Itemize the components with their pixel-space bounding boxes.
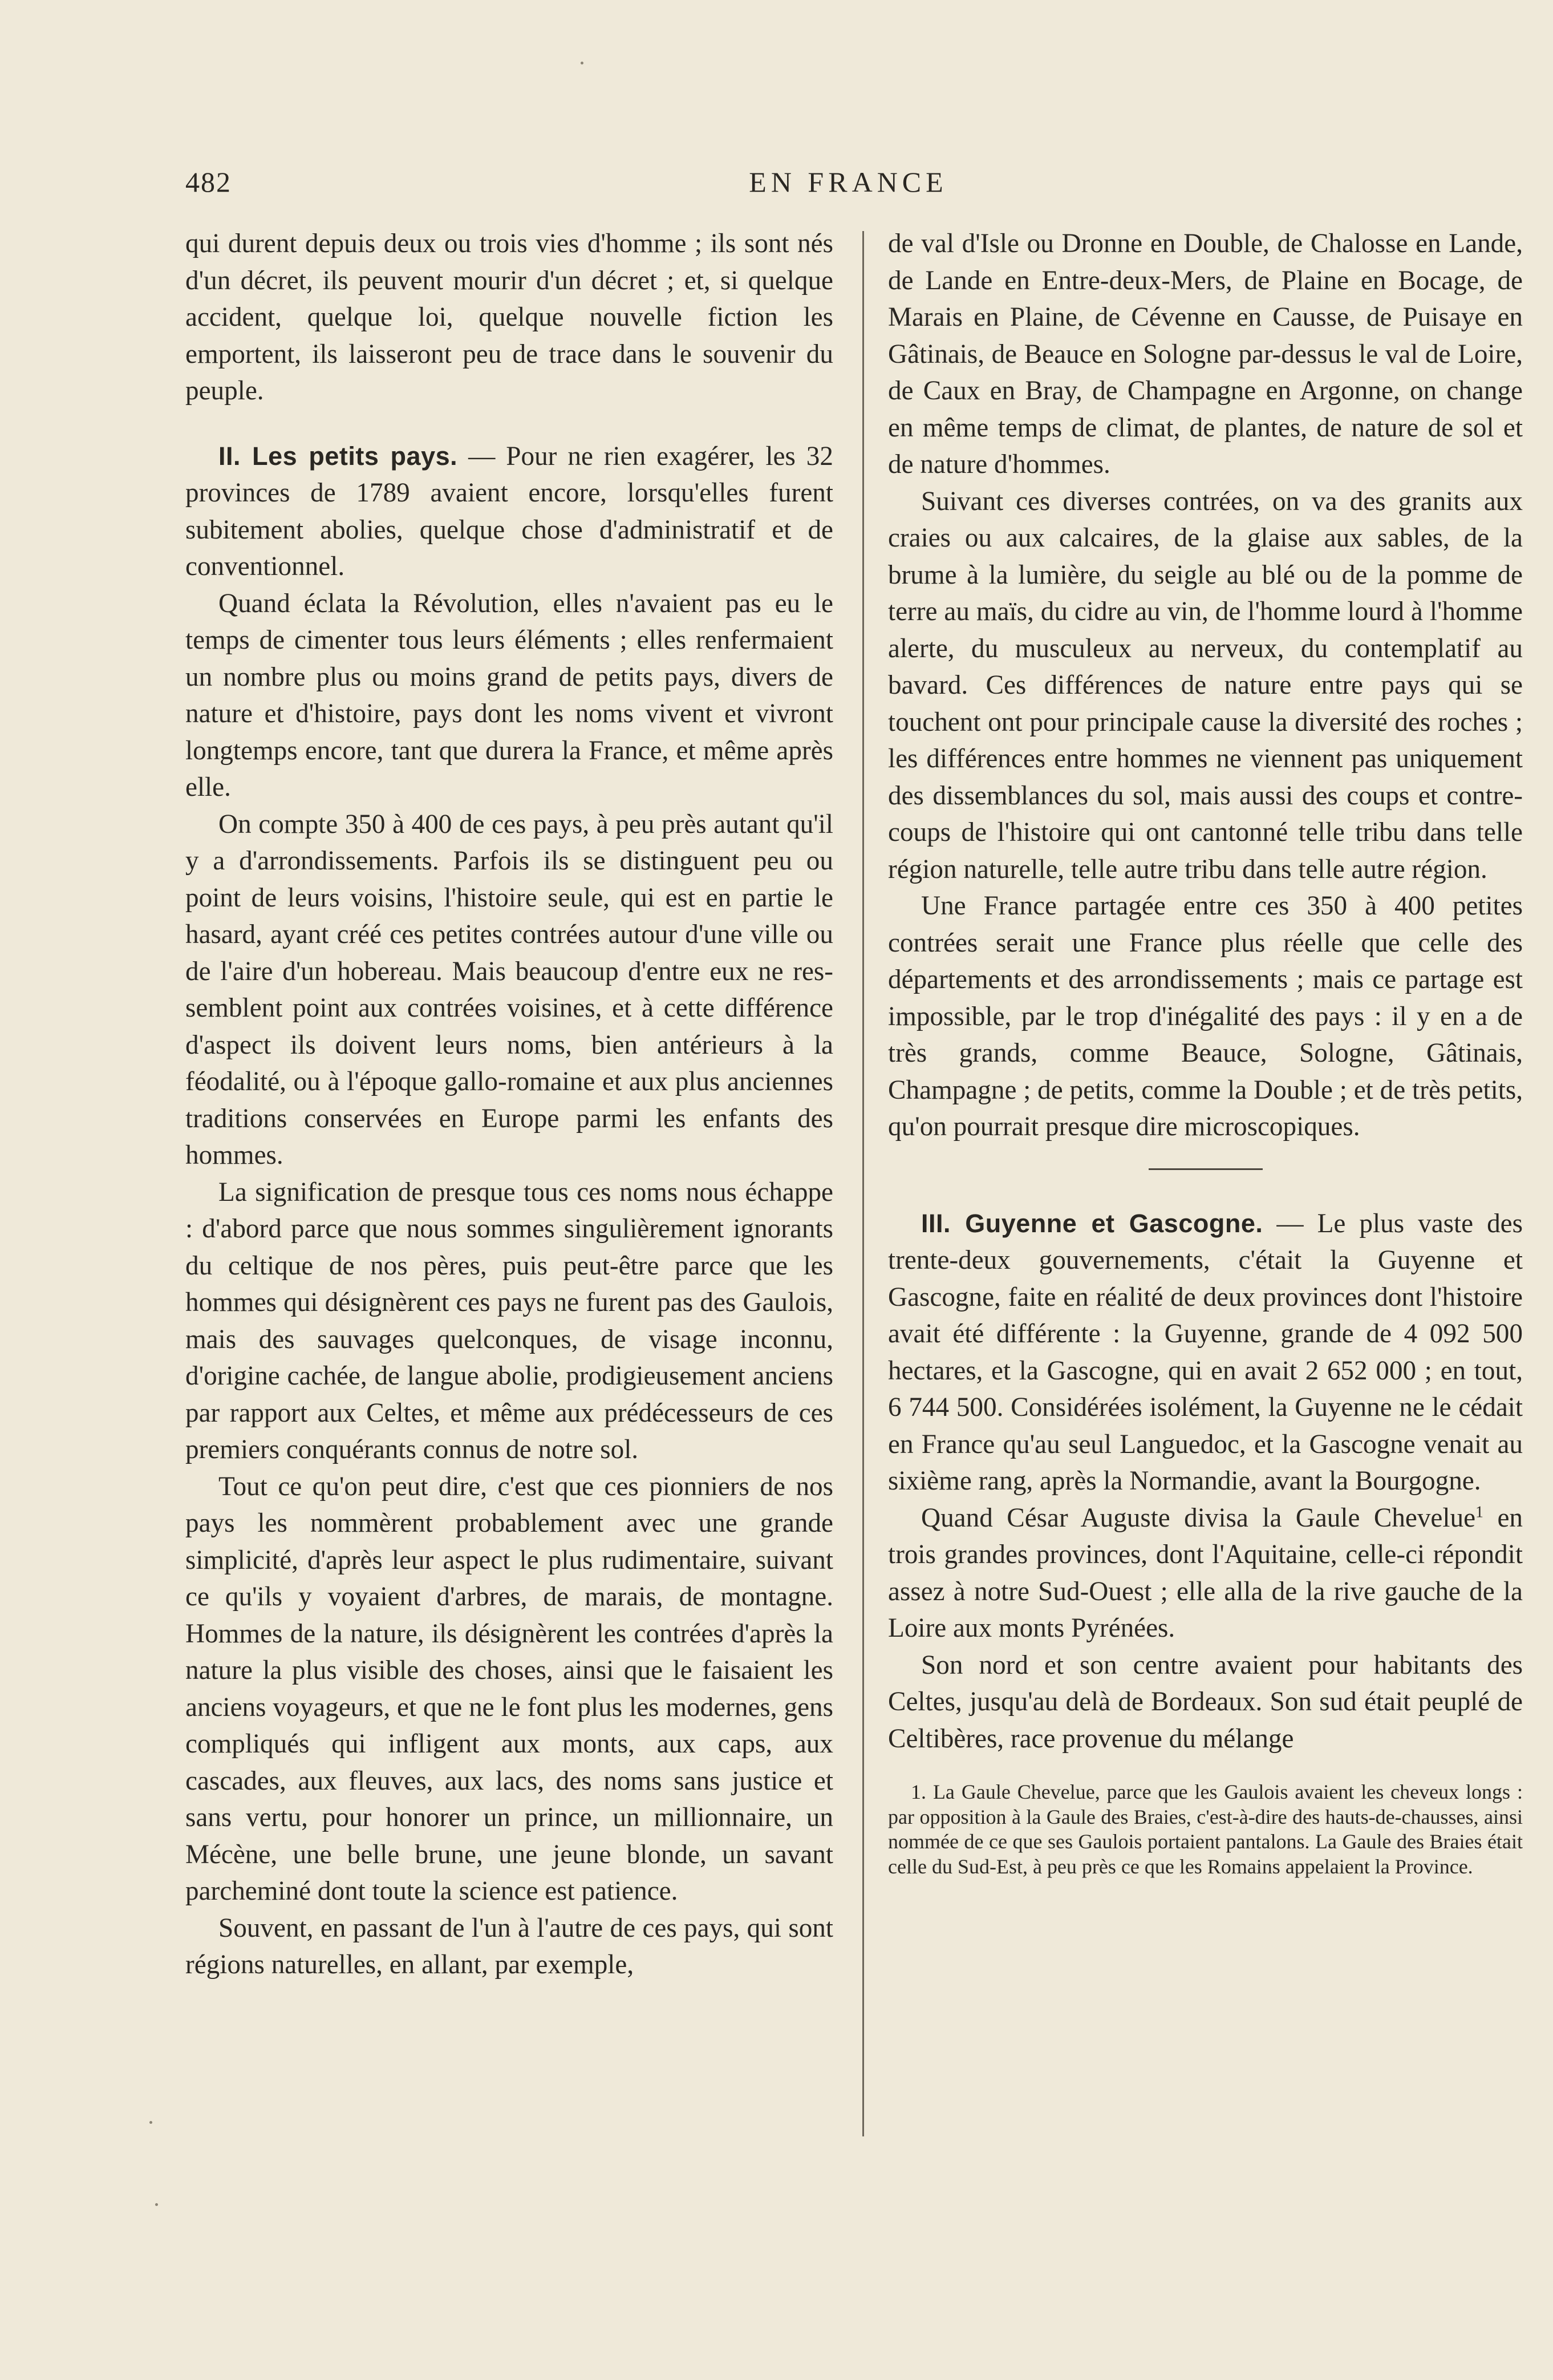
paragraph-text: — Pour ne rien exagérer, les 32 provinces de 1789 avaient encore, lorsqu'elles furent subitement abolies, quelque chose d'administratif et de conventionnel. bbox=[185, 441, 833, 581]
paragraph: Suivant ces diverses contrées, on va des granits aux craies ou aux calcaires, de la glaise aux sables, de la brume à la lumière, du seigle au blé ou de la pomme de terre au maïs, du cidre au vin, de l'homme lourd à l'homme alerte, du musculeux au nerveux, du contemplatif au bavard. Ces différences de nature entre pays qui se touchent ont pour principale cause la diversité des roches ; les différences entre hommes ne viennent pas uniquement des dissemblances du sol, mais aussi des coups et contre-coups de l'histoire qui ont cantonné telle tribu dans telle région naturelle, telle autre tribu dans telle autre région. bbox=[888, 486, 1523, 884]
right-column bbox=[888, 225, 1523, 1879]
paragraph: On compte 350 à 400 de ces pays, à peu près autant qu'il y a d'arrondissements. Parfois ils se distinguent peu ou point de leurs voisins, l'histoire seule, qui est en partie le hasard, ayant créé ces petites contrées autour d'une ville ou de l'aire d'un hobereau. Mais beaucoup d'entre eux ne ressemblent point aux contrées voisines, et à cette différence d'aspect ils doivent leurs noms, bien antérieurs à la féodalité, ou à l'époque gallo-romaine et aux plus anciennes traditions conservées en Europe parmi les enfants des hommes. bbox=[185, 809, 833, 1170]
section-separator bbox=[1149, 1168, 1263, 1170]
section-paragraph bbox=[185, 438, 833, 585]
left-column bbox=[185, 225, 833, 1984]
section-paragraph bbox=[888, 1205, 1523, 1500]
page-number: 482 bbox=[185, 166, 232, 198]
paragraph-text: en trois grandes provinces, dont l'Aquitaine, celle-ci répondit assez à notre Sud-Ouest ; elle alla de la rive gauche de la Loire aux monts Pyrénées. bbox=[888, 1503, 1523, 1643]
paragraph-text: Quand César Auguste divisa la Gaule Chevelue bbox=[921, 1503, 1476, 1533]
paragraph: qui durent depuis deux ou trois vies d'homme ; ils sont nés d'un décret, ils peuvent mourir d'un décret ; et, si quelque accident, quelque loi, quelque nouvelle fiction les emportent, ils laisseront peu de trace dans le souvenir du peuple. bbox=[185, 229, 833, 406]
paragraph: Souvent, en passant de l'un à l'autre de ces pays, qui sont régions naturelles, en allant, par exemple, bbox=[185, 1913, 833, 1980]
footnotes bbox=[888, 1780, 1523, 1879]
paragraph: Une France partagée entre ces 350 à 400 petites contrées serait une France plus réelle que celle des départements et des arrondissements ; mais ce partage est impossible, par le trop d'inégalité des pays : il y en a de très grands, comme Beauce, Sologne, Gâtinais, Champagne ; de petits, comme la Double ; et de très petits, qu'on pourrait presque dire microscopiques. bbox=[888, 891, 1523, 1142]
running-title: EN FRANCE bbox=[749, 166, 948, 198]
footnote: 1. La Gaule Chevelue, parce que les Gaulois avaient les cheveux longs : par opposition à la Gaule des Braies, c'est-à-dire des hauts-de-chausses, ainsi nommée de ce que ses Gaulois portaient pantalons. La Gaule des Braies était celle du Sud-Est, à peu près ce que les Romains appelaient la Province. bbox=[888, 1780, 1523, 1878]
paragraph: Tout ce qu'on peut dire, c'est que ces pionniers de nos pays les nommèrent probablement avec une grande simplicité, d'après leur aspect le plus rudimentaire, suivant ce qu'ils y voyaient d'arbres, de marais, de montagne. Hommes de la nature, ils désignèrent les contrées d'après la nature la plus visible des choses, ainsi que le faisaient les anciens voyageurs, et que ne le font plus les modernes, gens compliqués qui infligent aux monts, aux caps, aux cascades, aux fleuves, aux lacs, des noms sans justice et sans vertu, pour honorer un prince, un millionnaire, un Mécène, une belle brune, une jeune blonde, un savant parcheminé dont toute la science est patience. bbox=[185, 1471, 833, 1906]
page-header bbox=[185, 165, 1511, 200]
section-heading: III. Guyenne et Gascogne. bbox=[921, 1208, 1263, 1238]
paragraph: Quand éclata la Révolution, elles n'avaient pas eu le temps de cimenter tous leurs éléments ; elles renfermaient un nombre plus ou moins grand de petits pays, divers de nature et d'histoire, pays dont les noms vivent et vivront longtemps encore, tant que durera la France, et même après elle. bbox=[185, 588, 833, 802]
paper-speck bbox=[149, 2121, 152, 2124]
paper-speck bbox=[581, 62, 583, 64]
paragraph: Son nord et son centre avaient pour habitants des Celtes, jusqu'au delà de Bordeaux. Son sud était peuplé de Celtibères, race provenue du mélange bbox=[888, 1650, 1523, 1754]
paragraph-text: — Le plus vaste des trente-deux gouvernements, c'était la Guyenne et Gascogne, faite en réalité de deux provinces dont l'histoire avait été différente : la Guyenne, grande de 4 092 500 hectares, et la Gascogne, qui en avait 2 652 000 ; en tout, 6 744 500. Considérées isolément, la Guyenne ne le cédait en France qu'au seul Languedoc, et la Gascogne venait au sixième rang, après la Normandie, avant la Bourgogne. bbox=[888, 1208, 1523, 1496]
paragraph: de val d'Isle ou Dronne en Double, de Chalosse en Lande, de Lande en Entre-deux-Mers, de Plaine en Bocage, de Marais en Plaine, de Cévenne en Causse, de Puisaye en Gâtinais, de Beauce en Sologne par-dessus le val de Loire, de Caux en Bray, de Champagne en Argonne, on change en même temps de climat, de plantes, de nature de sol et de nature d'hommes. bbox=[888, 229, 1523, 479]
paper-speck bbox=[155, 2203, 158, 2206]
paragraph bbox=[888, 1500, 1523, 1647]
footnote-reference[interactable]: 1 bbox=[1475, 1503, 1484, 1521]
column-divider bbox=[862, 231, 864, 2136]
paragraph: La signification de presque tous ces noms nous échappe : d'abord parce que nous sommes singulièrement ignorants du celtique de nos pères, puis peut-être parce que les hommes qui désignèrent ces pays ne furent pas des Gaulois, mais des sauvages quelconques, de visage inconnu, d'origine cachée, de langue abolie, prodigieusement anciens par rapport aux Celtes, et même aux prédécesseurs de ces premiers conquérants connus de notre sol. bbox=[185, 1177, 833, 1464]
section-heading: II. Les petits pays. bbox=[218, 441, 458, 471]
